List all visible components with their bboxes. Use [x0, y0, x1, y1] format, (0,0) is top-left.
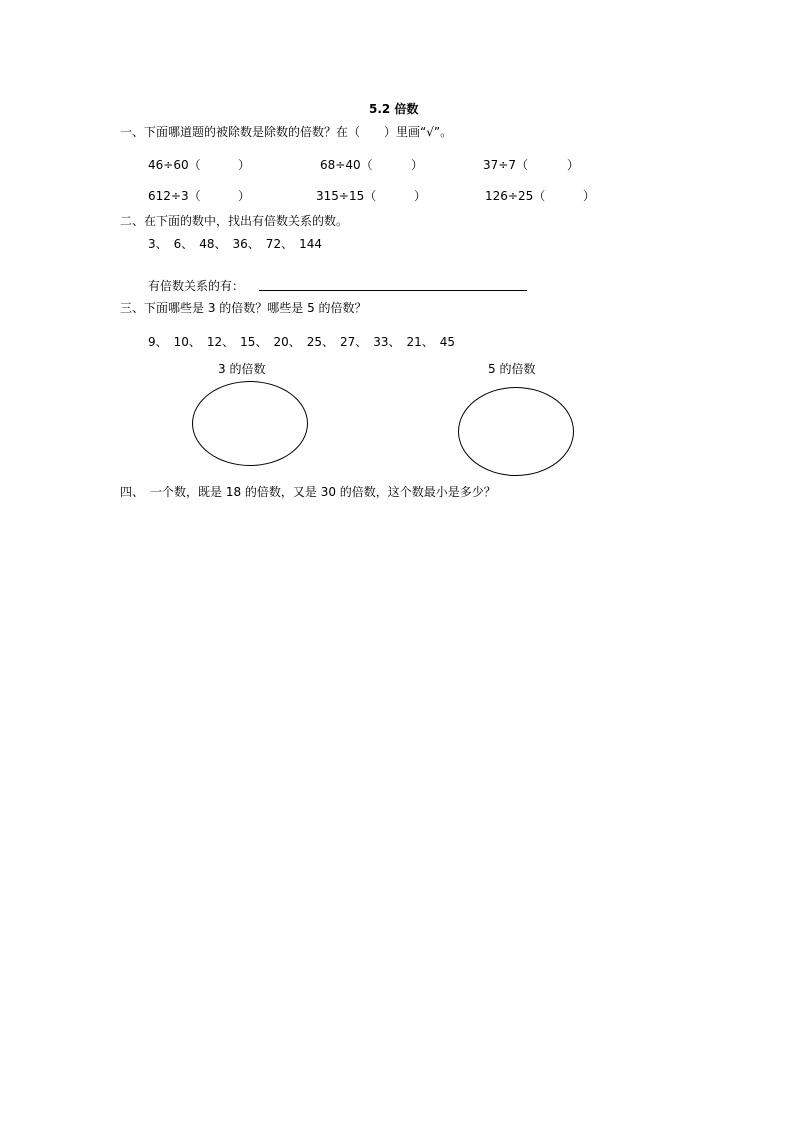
q1-item-expr: 68÷40（ [320, 158, 373, 172]
q1-item-close: ） [238, 158, 251, 172]
q1-item-close: ） [414, 189, 427, 203]
q1-item-close: ） [411, 158, 424, 172]
question-1-prompt: 一、下面哪道题的被除数是除数的倍数？在（ ）里画“√”。 [120, 125, 453, 139]
q3-left-label: 3 的倍数 [218, 362, 266, 376]
multiples-of-5-oval[interactable] [458, 387, 574, 476]
q2-answer-line[interactable] [259, 290, 527, 291]
q1-item-expr: 126÷25（ [485, 189, 546, 203]
page-title: 5.2 倍数 [369, 102, 419, 116]
q1-item-close: ） [238, 189, 251, 203]
question-4-prompt: 四、 一个数，既是 18 的倍数，又是 30 的倍数，这个数最小是多少？ [120, 485, 496, 499]
q1-item-expr: 315÷15（ [316, 189, 377, 203]
q3-numbers: 9、 10、 12、 15、 20、 25、 27、 33、 21、 45 [148, 335, 456, 349]
question-3-prompt: 三、下面哪些是 3 的倍数？哪些是 5 的倍数？ [120, 301, 367, 315]
q1-item-expr: 46÷60（ [148, 158, 201, 172]
q2-numbers: 3、 6、 48、 36、 72、 144 [148, 237, 322, 251]
multiples-of-3-oval[interactable] [192, 381, 308, 466]
q2-answer-label: 有倍数关系的有： [148, 279, 245, 293]
question-2-prompt: 二、在下面的数中，找出有倍数关系的数。 [120, 214, 349, 228]
q1-item-expr: 612÷3（ [148, 189, 201, 203]
q1-item-expr: 37÷7（ [483, 158, 528, 172]
q3-right-label: 5 的倍数 [488, 362, 536, 376]
q1-item-close: ） [567, 158, 580, 172]
q1-item-close: ） [583, 189, 596, 203]
